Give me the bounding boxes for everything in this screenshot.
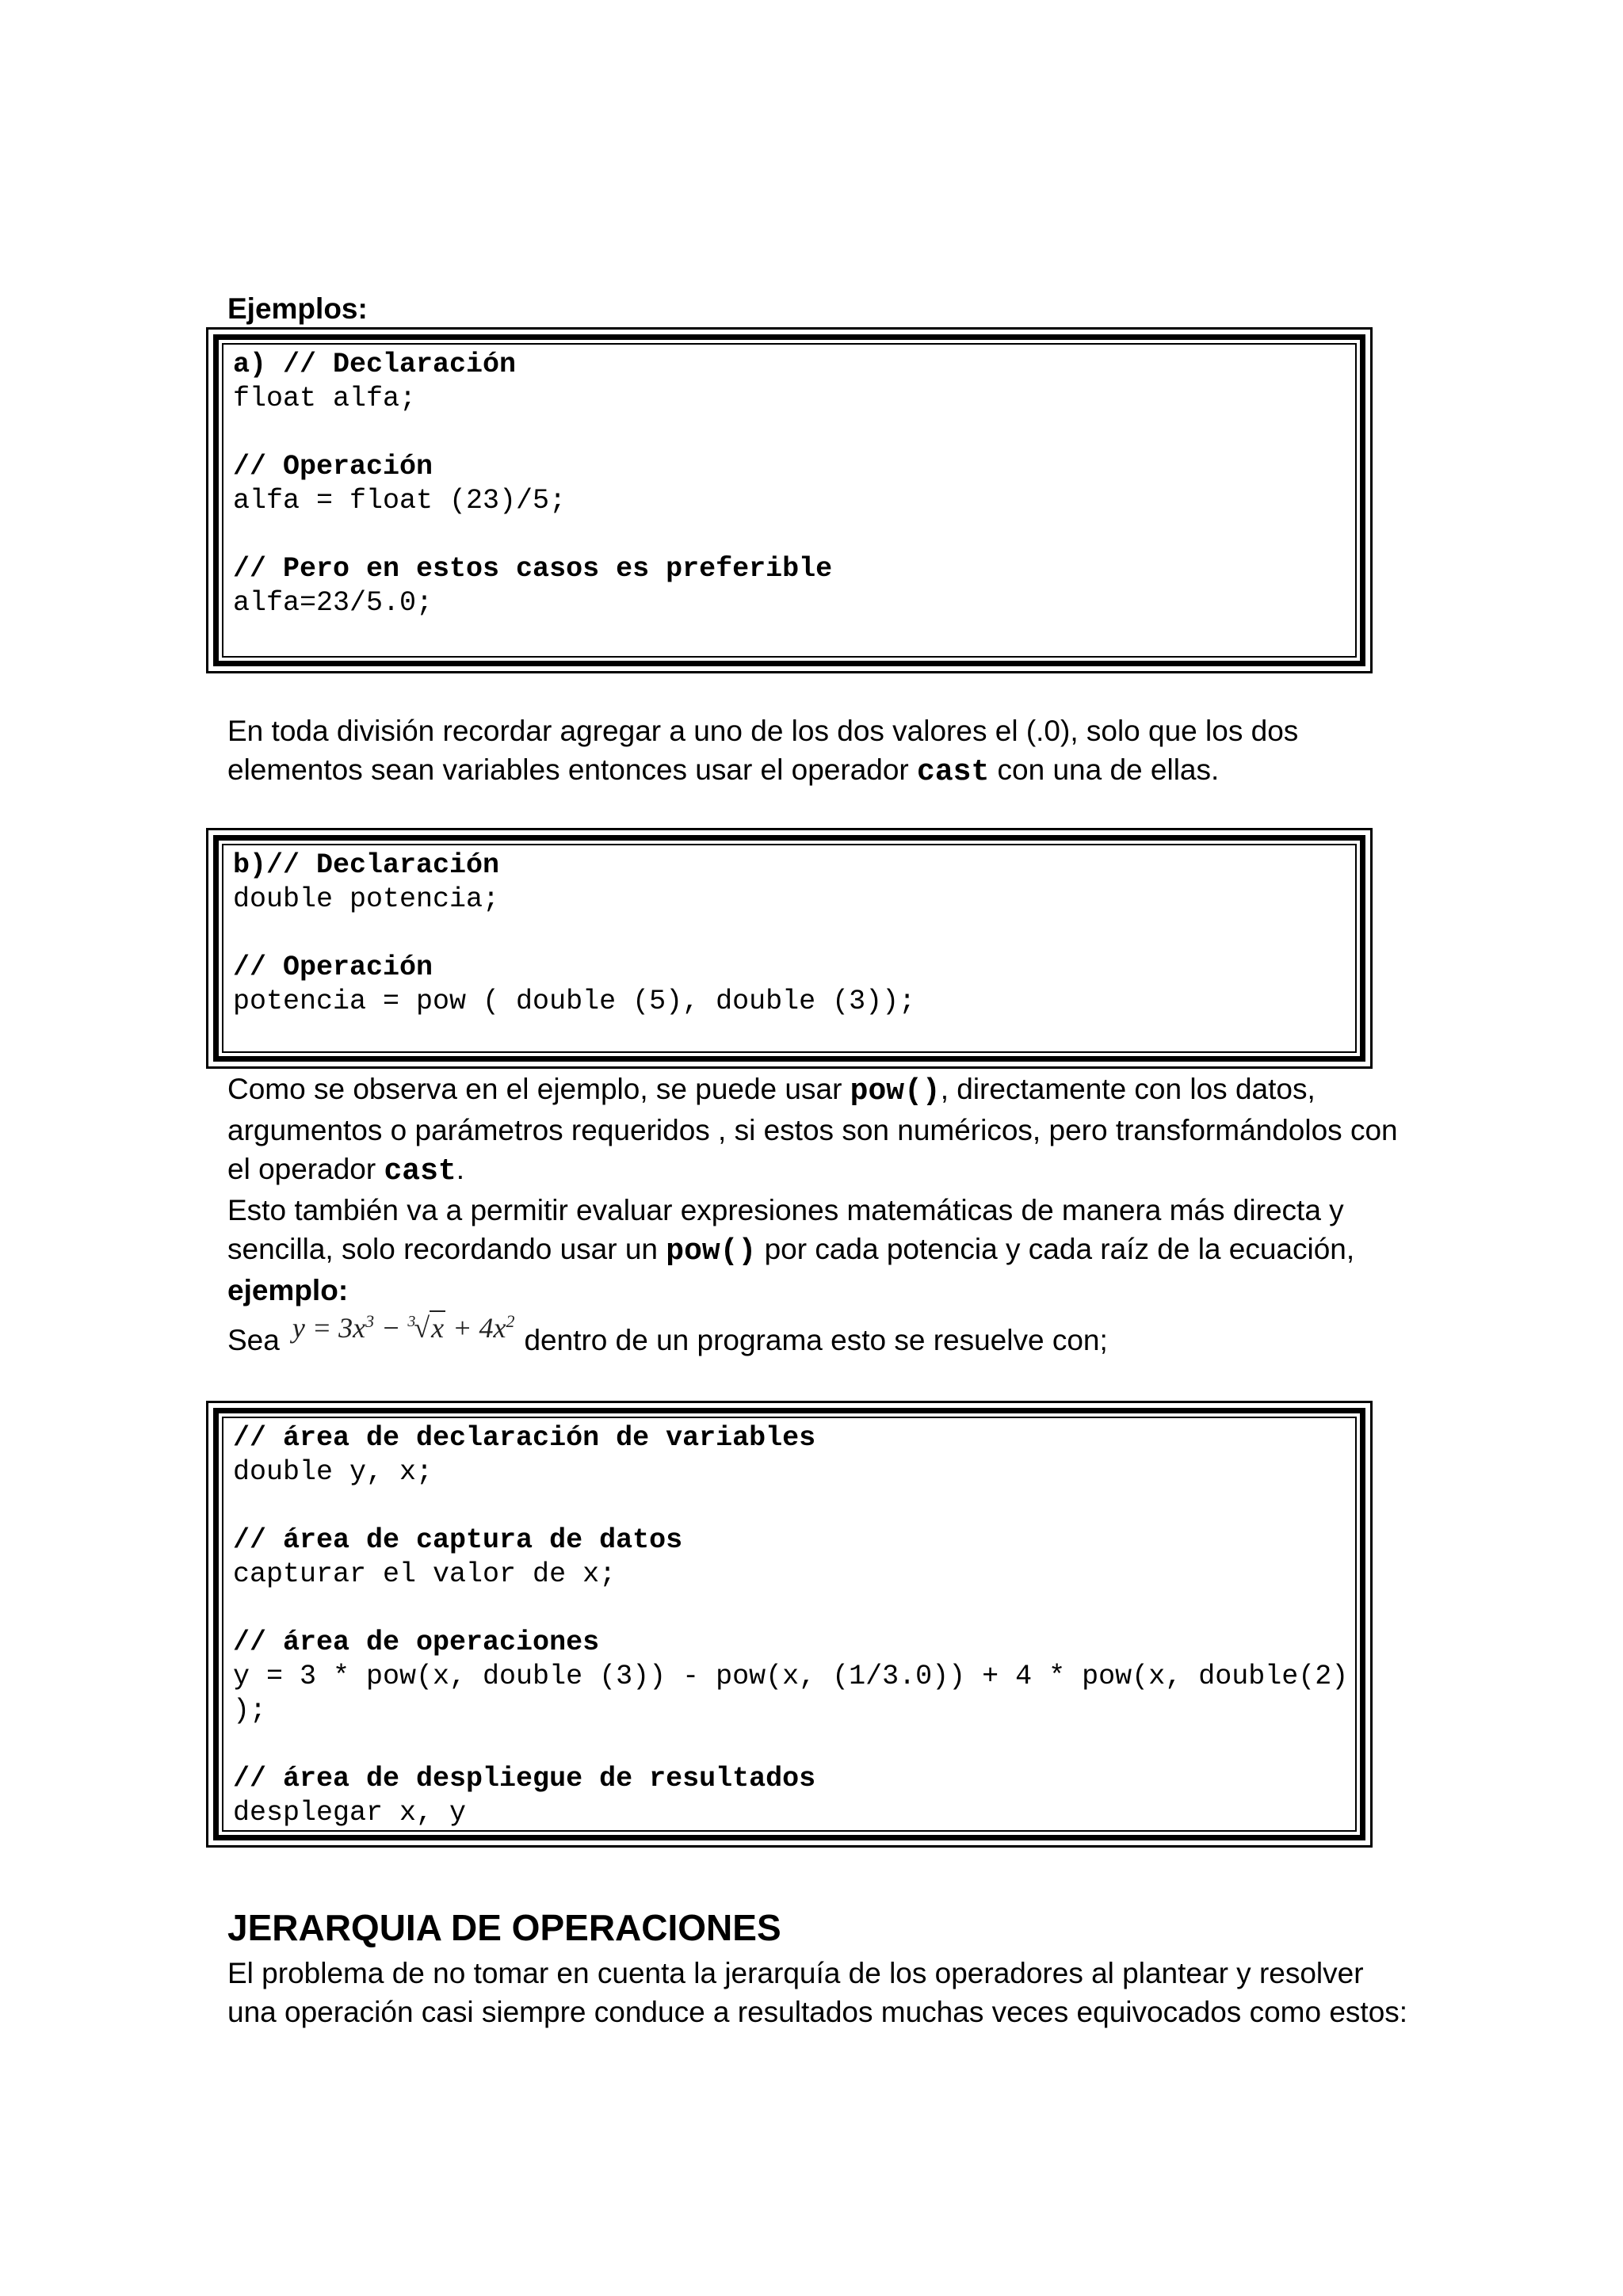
code-line (233, 917, 1355, 951)
pow-keyword: pow() (850, 1074, 941, 1108)
code-line: ); (233, 1695, 267, 1726)
example-label: ejemplo: (227, 1274, 349, 1306)
code-block-c (233, 1421, 1355, 1830)
paragraph-division (227, 711, 1432, 791)
code-block-a (233, 348, 1355, 620)
formula-image: $y = 3x^3 - ^3√x + 4x^2$ (292, 1311, 515, 1344)
code-comment-line: a) // Declaración (233, 349, 517, 380)
paragraph-line: Sea $y = 3x^3 - ^3√x$ + $4x^2dentro$ de un programa esto se resuelve con; (227, 1319, 1432, 1370)
code-line: potencia = pow ( double (5), double (3)); (233, 986, 916, 1017)
code-comment-line: // área de operaciones (233, 1627, 600, 1658)
paragraph-line: una operación casi siempre conduce a resultados muchas veces equivocados como estos: (227, 1996, 1408, 2028)
code-line: capturar el valor de x; (233, 1558, 617, 1590)
paragraph-line: elementos sean variables entonces usar el operador cast con una de ellas. (227, 753, 1220, 789)
code-line (233, 1489, 1355, 1524)
code-comment-line: // área de captura de datos (233, 1524, 683, 1556)
code-comment-line: // Pero en estos casos es preferible (233, 553, 833, 585)
code-box-c (206, 1401, 1373, 1848)
code-comment-line: // Operación (233, 952, 433, 983)
paragraph-line: sencilla, solo recordando usar un pow() por cada potencia y cada raíz de la ecuación, (227, 1233, 1355, 1268)
code-line: double y, x; (233, 1456, 433, 1488)
paragraph-line: el operador cast. (227, 1153, 464, 1188)
code-box-a (206, 327, 1373, 673)
section-heading: JERARQUIA DE OPERACIONES (227, 1907, 781, 1948)
paragraph-line: Esto también va a permitir evaluar expresiones matemáticas de manera más directa y (227, 1194, 1344, 1226)
code-comment-line: // Operación (233, 451, 433, 482)
code-comment-line: // área de declaración de variables (233, 1422, 816, 1454)
cast-keyword: cast (917, 755, 990, 789)
code-line: desplegar x, y (233, 1797, 467, 1829)
code-line (233, 1592, 1355, 1626)
examples-label: Ejemplos: (227, 292, 368, 325)
code-line (233, 416, 1355, 450)
code-box-b (206, 828, 1373, 1069)
paragraph-pow (227, 1070, 1432, 1370)
paragraph-line: argumentos o parámetros requeridos , si estos son numéricos, pero transformándolos con (227, 1114, 1398, 1146)
code-line (233, 1728, 1355, 1762)
paragraph-line: Como se observa en el ejemplo, se puede usar pow(), directamente con los datos, (227, 1073, 1316, 1108)
code-line: y = 3 * pow(x, double (3)) - pow(x, (1/3.0)) + 4 * pow(x, double(2) (233, 1661, 1349, 1692)
code-line: alfa = float (23)/5; (233, 485, 567, 517)
paragraph-line: El problema de no tomar en cuenta la jerarquía de los operadores al plantear y resolver (227, 1957, 1364, 1989)
code-block-b (233, 849, 1355, 1019)
code-line (233, 518, 1355, 552)
cast-keyword: cast (384, 1154, 456, 1188)
paragraph-hierarchy (227, 1954, 1432, 2031)
code-comment-line: b)// Declaración (233, 849, 500, 881)
code-line: float alfa; (233, 383, 417, 414)
code-comment-line: // área de despliegue de resultados (233, 1763, 816, 1794)
cube-root: $^3$√x (407, 1312, 445, 1344)
paragraph-line: En toda división recordar agregar a uno de los dos valores el (.0), solo que los dos (227, 715, 1299, 747)
pow-keyword: pow() (666, 1234, 757, 1268)
code-line: alfa=23/5.0; (233, 587, 433, 619)
code-line: double potencia; (233, 883, 500, 915)
